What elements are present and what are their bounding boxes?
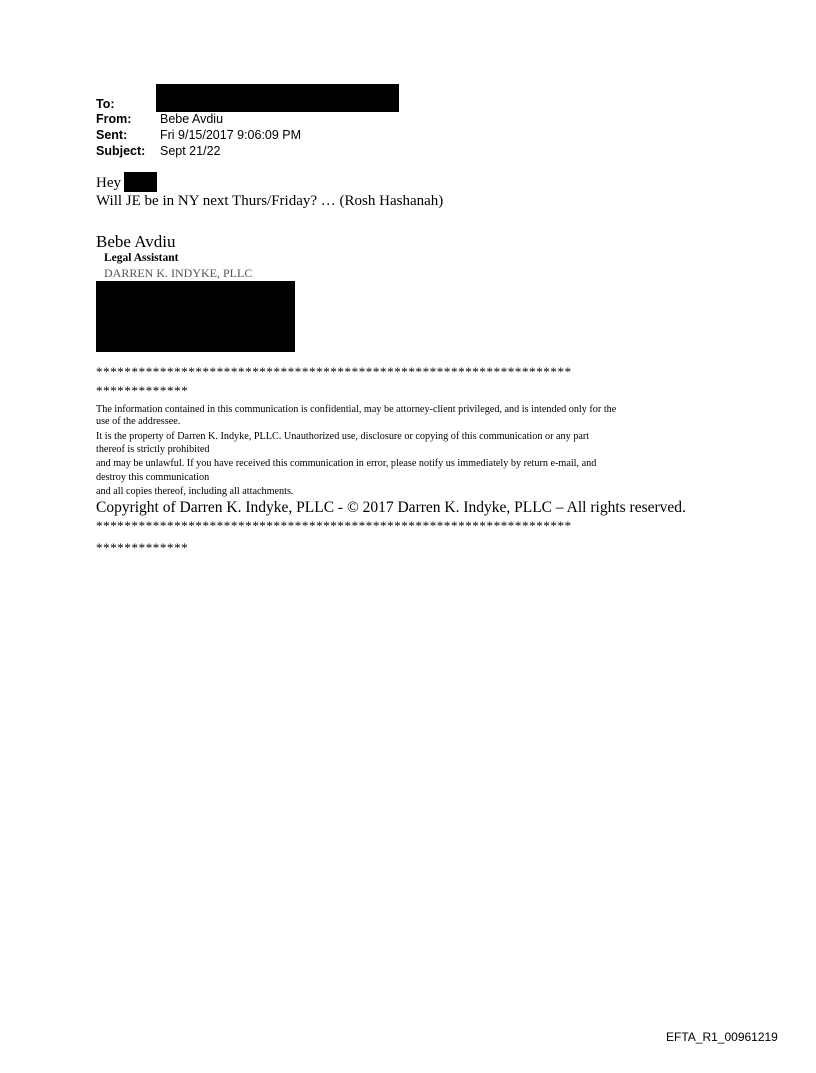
disclaimer-line-2: use of the addressee. [96,416,181,427]
redacted-signature-contact [96,281,295,352]
redacted-greeting-name [124,172,157,192]
message-text: Will JE be in NY next Thurs/Friday? … (Rosh Hashanah) [96,193,444,209]
disclaimer-line-7: and all copies thereof, including all attachments. [96,486,294,497]
greeting: Hey [96,175,121,191]
disclaimer-line-4: thereof is strictly prohibited [96,444,210,455]
document-id: EFTA_R1_00961219 [666,1030,778,1044]
subject-value: Sept 21/22 [160,144,221,158]
signature-title: Legal Assistant [104,252,179,264]
divider-stars-top-cont: ************* [96,383,189,398]
subject-label: Subject: [96,144,146,158]
from-value: Bebe Avdiu [160,112,224,126]
sent-label: Sent: [96,128,128,142]
disclaimer-line-5: and may be unlawful. If you have received this communication in error, please notify us immediately by return e-mail, and [96,458,597,469]
divider-stars-top: ******************************************************************* [96,364,572,379]
copyright-notice: Copyright of Darren K. Indyke, PLLC - © 2017 Darren K. Indyke, PLLC – All rights reserved. [96,499,686,516]
divider-stars-bottom-cont: ************* [96,540,189,555]
signature-name: Bebe Avdiu [96,232,176,251]
to-label: To: [96,97,115,111]
disclaimer-line-3: It is the property of Darren K. Indyke, PLLC. Unauthorized use, disclosure or copying of this communication or any part [96,431,590,442]
disclaimer-line-6: destroy this communication [96,472,210,483]
from-label: From: [96,112,132,126]
sent-value: Fri 9/15/2017 9:06:09 PM [160,128,302,142]
divider-stars-bottom: ******************************************************************* [96,518,572,533]
signature-firm: DARREN K. INDYKE, PLLC [104,266,253,280]
redacted-recipient [156,84,399,112]
disclaimer-line-1: The information contained in this communication is confidential, may be attorney-client privileged, and is intended only for the [96,404,617,415]
